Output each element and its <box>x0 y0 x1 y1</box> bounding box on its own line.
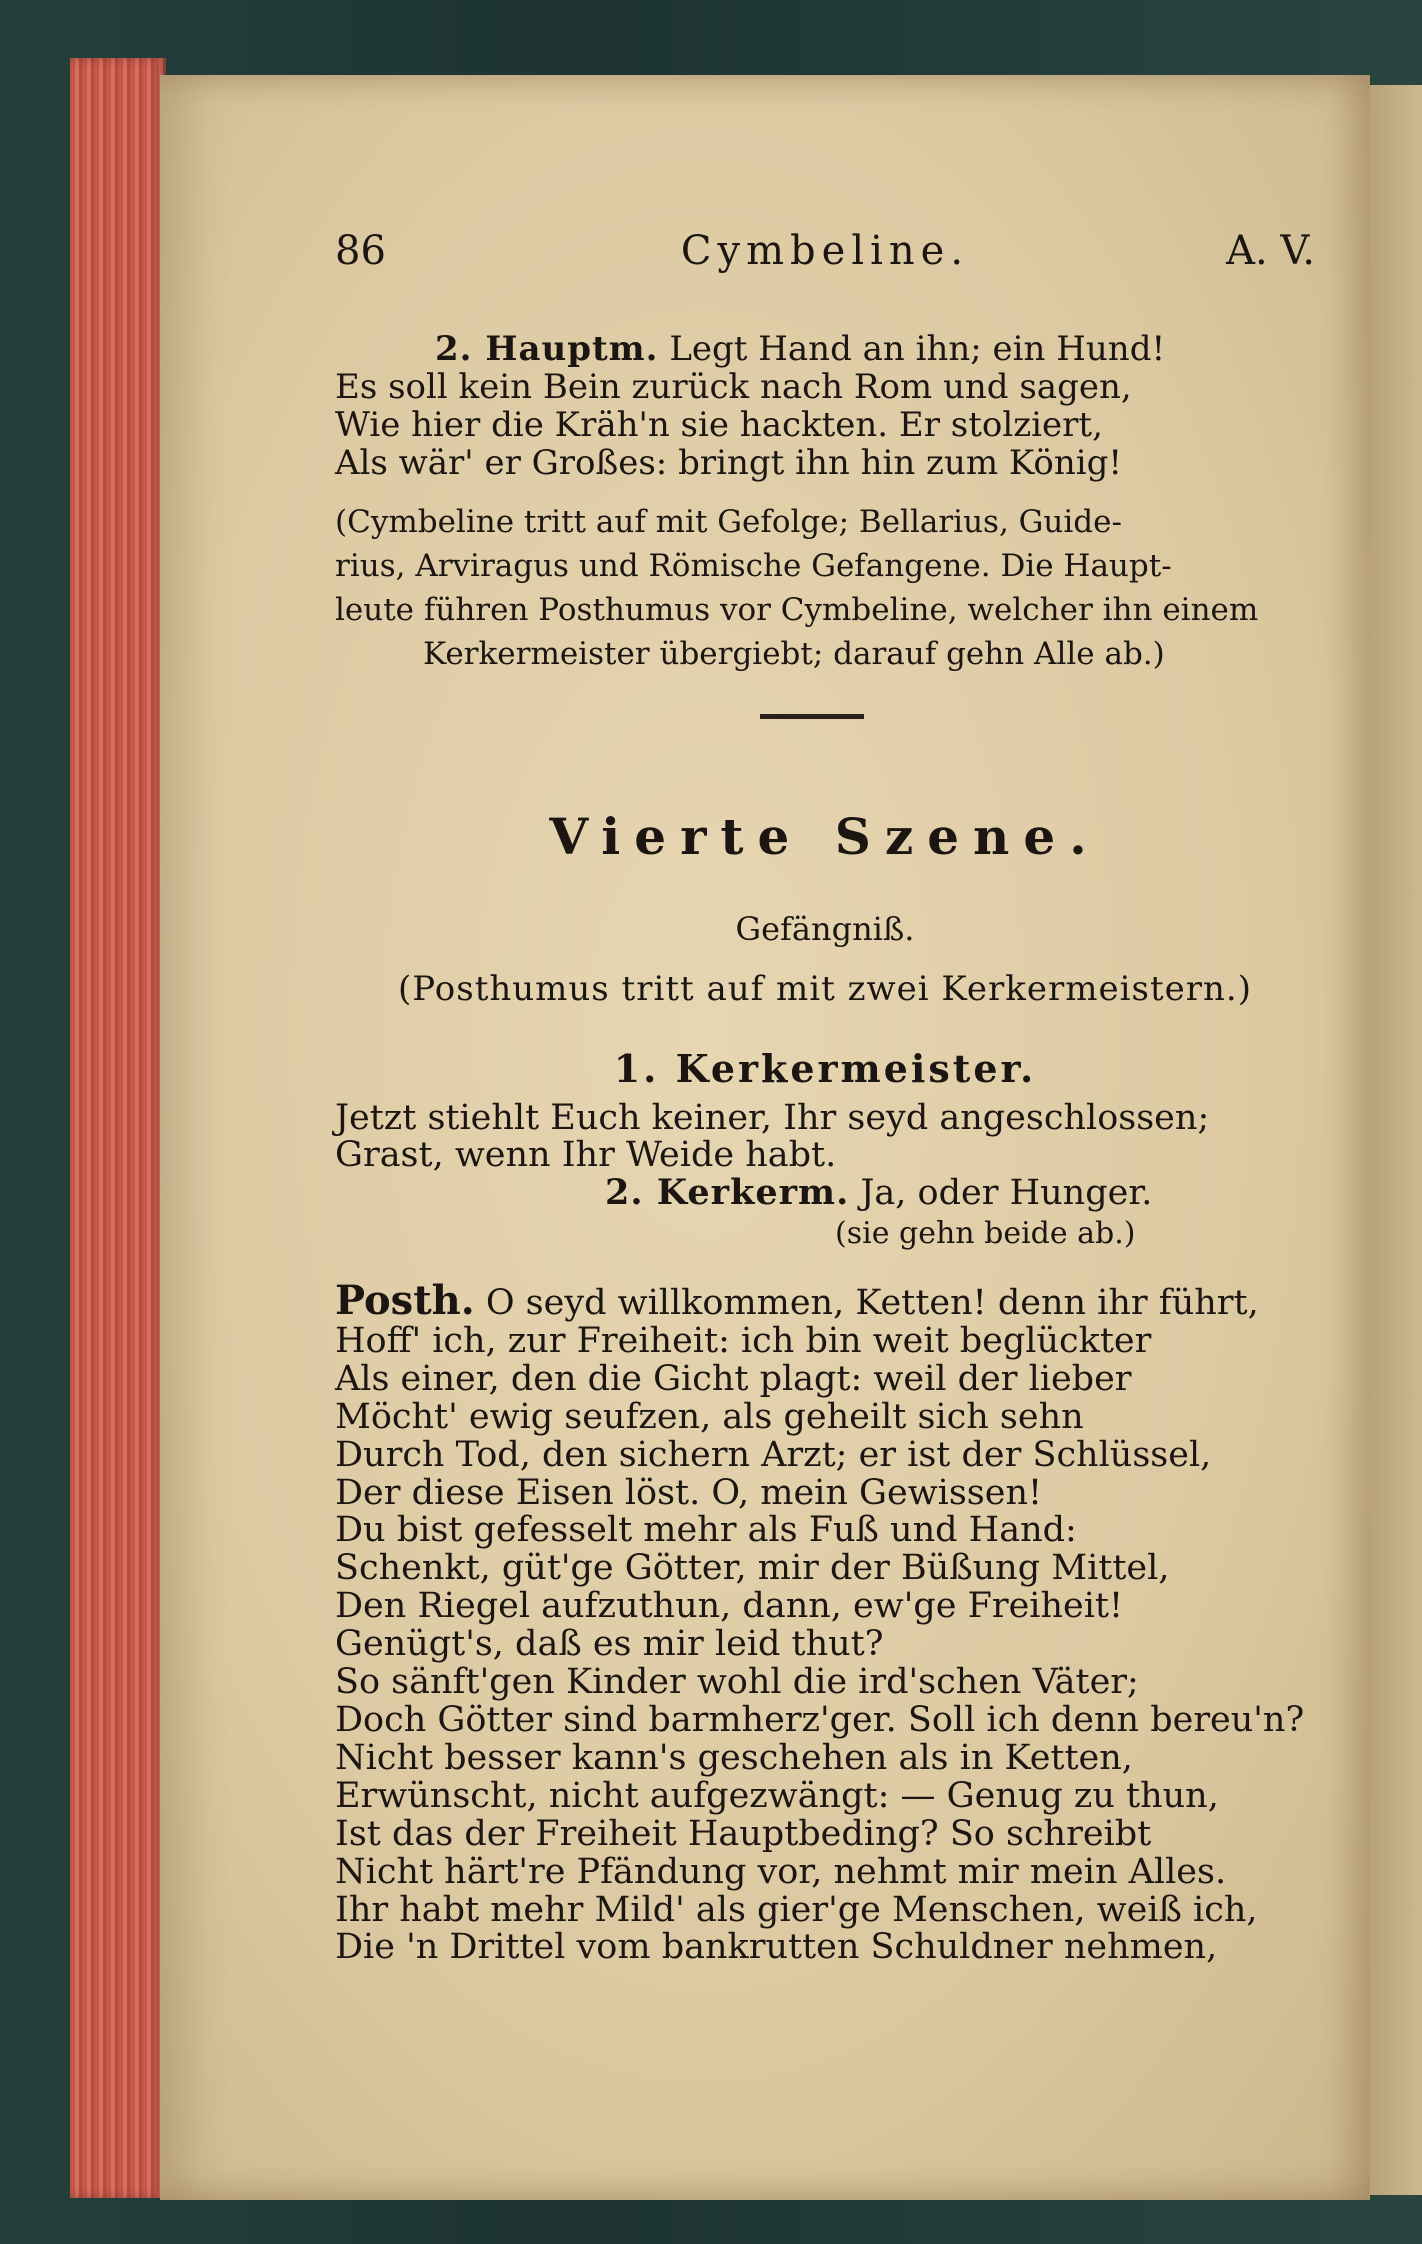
reply-speaker: 2. Kerkerm. <box>605 1172 850 1213</box>
speech-hauptmann <box>335 330 1315 482</box>
scene-stage-direction: (Posthumus tritt auf mit zwei Kerkermeistern.) <box>398 969 1252 1009</box>
verse-line: Es soll kein Bein zurück nach Rom und sagen, <box>335 367 1132 407</box>
verse-line: So sänft'gen Kinder wohl die ird'schen Väter; <box>335 1662 1139 1703</box>
facing-page-edge <box>1370 85 1422 2195</box>
page-number: 86 <box>335 228 386 274</box>
page-edges <box>70 58 166 2198</box>
reply-line <box>335 1174 1315 1212</box>
verse-line: Durch Tod, den sichern Arzt; er ist der Schlüssel, <box>335 1434 1212 1475</box>
stage-line: (Cymbeline tritt auf mit Gefolge; Bellarius, Guide- <box>335 504 1122 540</box>
speech-posthumus <box>335 1277 1315 1968</box>
verse-line: Doch Götter sind barmherz'ger. Soll ich denn bereu'n? <box>335 1699 1305 1740</box>
speech-first-line <box>335 1277 1315 1324</box>
verse-line: Hoff' ich, zur Freiheit: ich bin weit beglückter <box>335 1320 1152 1361</box>
stage-line: leute führen Posthumus vor Cymbeline, welcher ihn einem <box>335 592 1259 628</box>
verse-line: Ihr habt mehr Mild' als gier'ge Menschen, weiß ich, <box>335 1889 1258 1930</box>
scene-location: Gefängniß. <box>735 910 915 948</box>
verse-line: Den Riegel aufzuthun, dann, ew'ge Freiheit! <box>335 1586 1124 1627</box>
page-header <box>335 228 1315 278</box>
speech-kerkermeister <box>335 1100 1315 1212</box>
verse-line: Genügt's, daß es mir leid thut? <box>335 1624 884 1665</box>
verse-line: Legt Hand an ihn; ein Hund! <box>669 329 1166 369</box>
verse-line: Jetzt stiehlt Euch keiner, Ihr seyd angeschlossen; <box>335 1098 1210 1138</box>
verse-line: Wie hier die Kräh'n sie hackten. Er stolziert, <box>335 405 1103 445</box>
verse-line: Erwünscht, nicht aufgezwängt: — Genug zu thun, <box>335 1775 1219 1816</box>
verse-line: Schenkt, güt'ge Götter, mir der Büßung Mittel, <box>335 1548 1170 1589</box>
verse-line: Die 'n Drittel vom bankrutten Schuldner nehmen, <box>335 1927 1218 1968</box>
verse-line: O seyd willkommen, Ketten! denn ihr führt, <box>485 1283 1259 1323</box>
verse-line: Der diese Eisen löst. O, mein Gewissen! <box>335 1472 1043 1513</box>
verse-line: Grast, wenn Ihr Weide habt. <box>335 1135 837 1175</box>
stage-direction <box>335 500 1315 676</box>
verse-line: Als einer, den die Gicht plagt: weil der lieber <box>335 1358 1132 1399</box>
section-divider <box>760 714 864 719</box>
verse-line: Nicht besser kann's geschehen als in Ketten, <box>335 1737 1133 1778</box>
verse-line: Du bist gefesselt mehr als Fuß und Hand: <box>335 1510 1077 1551</box>
speech-first-line <box>335 330 1315 368</box>
verse-line: Ist das der Freiheit Hauptbeding? So schreibt <box>335 1813 1152 1854</box>
stage-line: rius, Arviragus und Römische Gefangene. Die Haupt- <box>335 548 1172 584</box>
verse-line: Nicht härt're Pfändung vor, nehmt mir mein Alles. <box>335 1851 1227 1892</box>
exit-direction: (sie gehn beide ab.) <box>835 1216 1136 1251</box>
act-marker: A. V. <box>1226 228 1315 274</box>
verse-line: Als wär' er Großes: bringt ihn hin zum König! <box>335 443 1123 483</box>
reply-text: Ja, oder Hunger. <box>860 1173 1153 1213</box>
scene-title: Vierte Szene. <box>549 807 1101 866</box>
running-title: Cymbeline. <box>680 228 970 274</box>
verse-line: Möcht' ewig seufzen, als geheilt sich sehn <box>335 1396 1084 1437</box>
speaker-name: Posth. <box>335 1277 475 1324</box>
stage-line: Kerkermeister übergiebt; darauf gehn Alle ab.) <box>423 636 1165 672</box>
speaker-name: 2. Hauptm. <box>435 329 659 369</box>
speaker-heading: 1. Kerkermeister. <box>613 1046 1037 1091</box>
